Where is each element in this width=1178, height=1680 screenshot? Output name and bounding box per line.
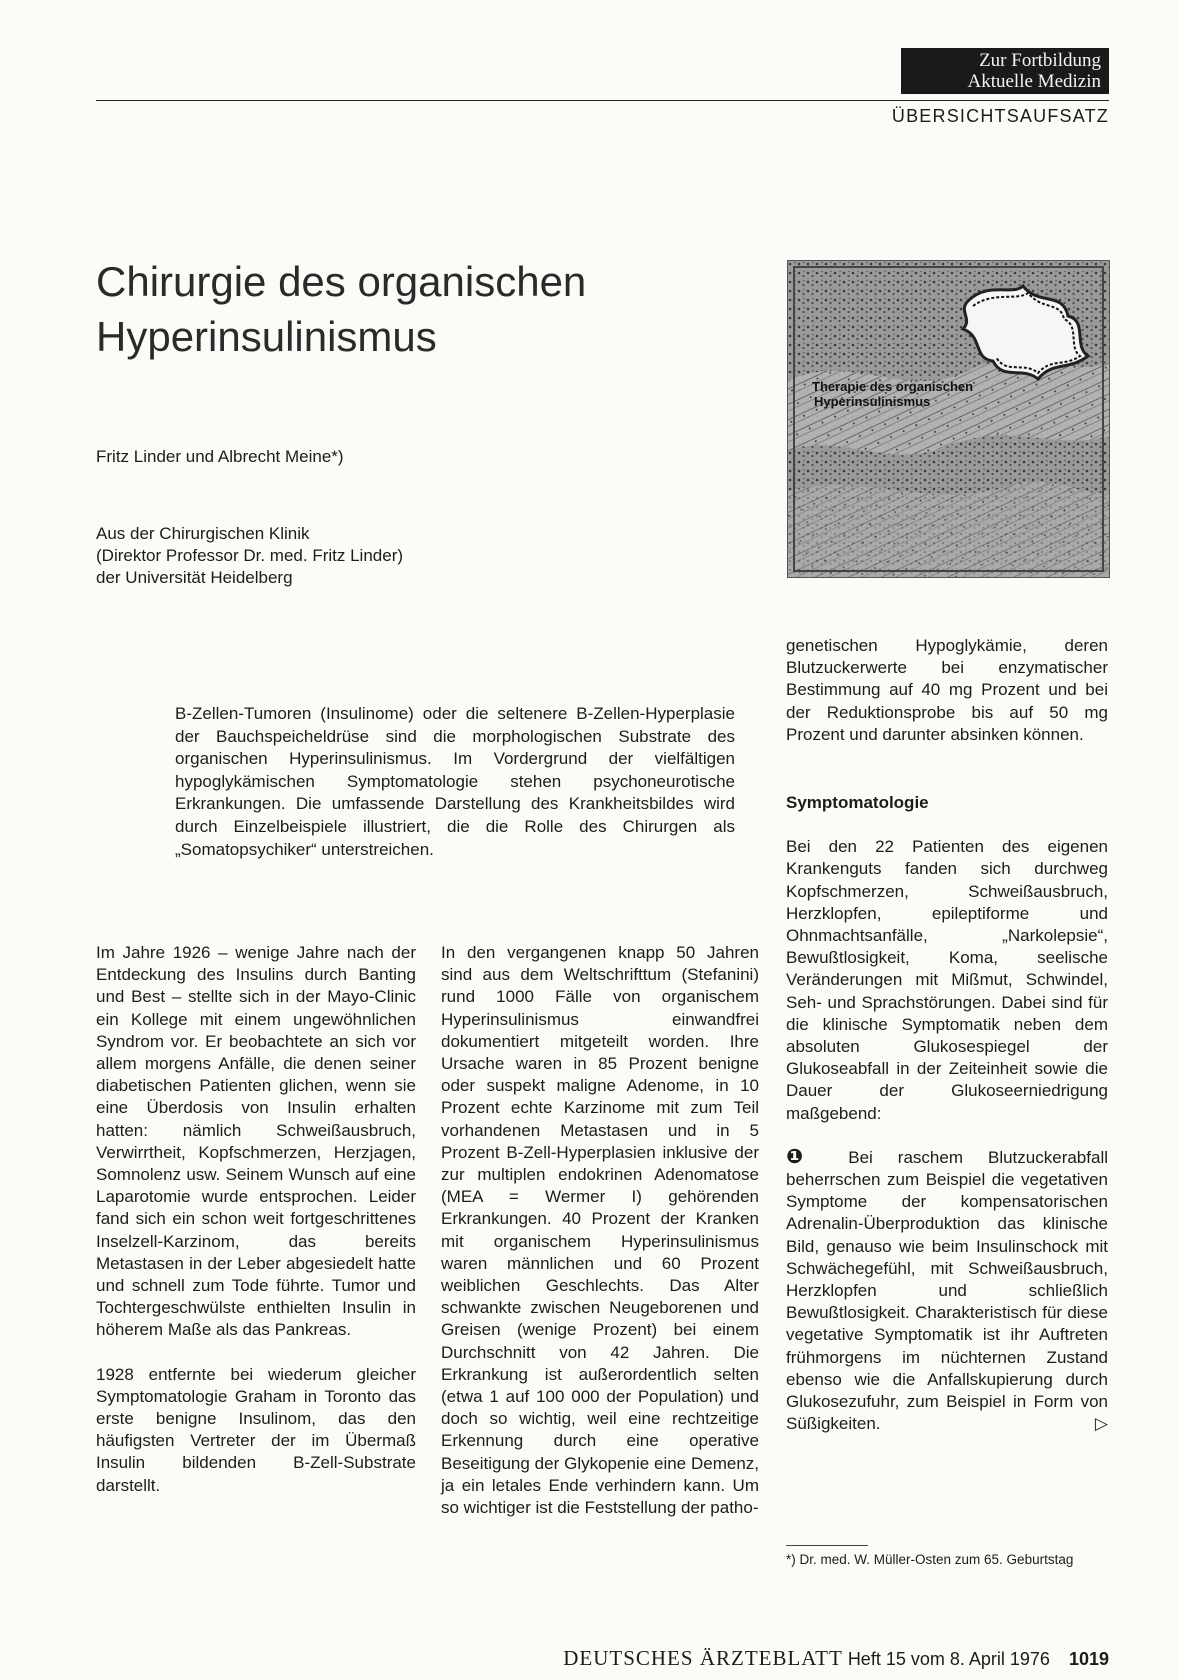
body-column-3	[786, 635, 1108, 1436]
section-heading: Symptomatologie	[786, 793, 929, 813]
badge-line1: Zur Fortbildung	[979, 50, 1101, 71]
figure-caption-line2: Hyperinsulinismus	[814, 394, 931, 409]
page-number: 1019	[1068, 1649, 1109, 1669]
affiliation-line: Aus der Chirurgischen Klinik	[96, 524, 310, 543]
paragraph: genetischen Hypoglykämie, deren Blutzuckerwerte bei enzymatischer Bestimmung auf 40 mg Prozent und bei der Reduktionsprobe bis auf 50 mg Prozent und darunter absinken können.	[786, 636, 1108, 744]
paragraph: Bei den 22 Patienten des eigenen Krankenguts fanden sich durchweg Kopfschmerzen, Schweißausbruch, Herzklopfen, epileptiforme und Ohnmachtsanfälle, „Narkolepsie“, Bewußtlosigkeit, Koma, seelische Veränderungen mit Mißmut, Schwindel, Seh- und Sprachstörungen. Dabei sind für die klinische Symptomatik neben dem absoluten Glukosespiegel der Glukoseabfall in der Zeiteinheit sowie die Dauer der Glukoseerniedrigung maßgebend:	[786, 837, 1108, 1123]
title-line1: Chirurgie des organischen	[96, 258, 587, 305]
footnote-rule	[786, 1545, 868, 1546]
article-title	[96, 254, 586, 364]
page-footer	[563, 1646, 1109, 1671]
affiliation	[96, 523, 403, 589]
section-label: ÜBERSICHTSAUFSATZ	[891, 106, 1109, 126]
header-rule	[96, 100, 1109, 101]
micrograph-illustration	[788, 261, 1109, 577]
figure-caption-line1: Therapie des organischen	[812, 379, 974, 394]
body-column-1	[96, 942, 416, 1497]
issue-info: Heft 15 vom 8. April 1976	[847, 1649, 1050, 1669]
title-line2: Hyperinsulinismus	[96, 313, 437, 360]
abstract: B-Zellen-Tumoren (Insulinome) oder die seltenere B-Zellen-Hyperplasie der Bauchspeicheldrüse sind die morphologischen Substrate des organischen Hyperinsulinismus. Im Vordergrund der vielfältigen hypoglykämischen Symptomatologie stehen psychoneurotische Erkrankungen. Die umfassende Darstellung des Krankheitsbildes wird durch Einzelbeispiele illustriert, die die Rolle des Chirurgen als „Somatopsychiker“ unterstreichen.	[175, 704, 735, 859]
paragraph: In den vergangenen knapp 50 Jahren sind aus dem Weltschrifttum (Stefanini) rund 1000 Fälle von organischem Hyperinsulinismus einwandfrei dokumentiert mitgeteilt worden. Ihre Ursache waren in 85 Prozent benigne oder suspekt maligne Adenome, in 10 Prozent echte Karzinome mit zum Teil vorhandenen Metastasen und in 5 Prozent B-Zell-Hyperplasien inklusive der zur multiplen endokrinen Adenomatose (MEA = Wermer I) gehörenden Erkrankungen. 40 Prozent der Kranken mit organischem Hyperinsulinismus waren männlichen und 60 Prozent weiblichen Geschlechts. Das Alter schwankte zwischen Neugeborenen und Greisen (wenige Prozent) bei einem Durchschnitt von 42 Jahren. Die Erkrankung ist außerordentlich selten (etwa 1 auf 100 000 der Population) und doch so wichtig, weil eine rechtzeitige Erkennung durch eine operative Beseitigung der Glykopenie eine Demenz, ja ein letales Ende verhindern kann. Um so wichtiger ist die Feststellung der patho-	[441, 943, 759, 1518]
paragraph-text: Bei raschem Blutzuckerabfall beherrschen zum Beispiel die vegetativen Symptome der kompensatorischen Adrenalin-Überproduktion das klinische Bild, genauso wie beim Insulinschock mit Schwächegefühl, mit Schweißausbruch, Herzklopfen und schließlich Bewußtlosigkeit. Charakteristisch für diese vegetative Symptomatik ist ihr Auftreten frühmorgens im nüchternen Zustand ebenso wie die Anfallskupierung durch Glukosezufuhr, zum Beispiel in Form von Süßigkeiten.	[786, 1147, 1108, 1434]
paragraph: 1928 entfernte bei wiederum gleicher Symptomatologie Graham in Toronto das erste benigne Insulinom, das den häufigsten Vertreter der im Übermaß Insulin bildenden B-Zell-Substrate darstellt.	[96, 1364, 416, 1495]
micrograph-image	[787, 260, 1110, 578]
bullet-number-icon: ❶	[786, 1145, 824, 1168]
badge-line2: Aktuelle Medizin	[967, 71, 1101, 92]
journal-name: DEUTSCHES ÄRZTEBLATT	[563, 1646, 843, 1670]
affiliation-line: (Direktor Professor Dr. med. Fritz Linder)	[96, 546, 404, 565]
section-badge	[901, 48, 1109, 94]
body-column-2	[441, 942, 759, 1519]
footnote: *) Dr. med. W. Müller-Osten zum 65. Geburtstag	[786, 1552, 1074, 1567]
continue-arrow-icon: ▷	[1094, 1414, 1108, 1434]
paragraph: Im Jahre 1926 – wenige Jahre nach der Entdeckung des Insulins durch Banting und Best – stellte sich in der Mayo-Clinic ein Kollege mit einem ungewöhnlichen Syndrom vor. Er beobachtete an sich vor allem morgens Anfälle, die denen seiner diabetischen Patienten glichen, wenn sie eine Überdosis von Insulin erhalten hatten: nämlich Schweißausbruch, Verwirrtheit, Kopfschmerzen, Herzjagen, Somnolenz usw. Seinem Wunsch auf eine Laparotomie wurde entsprochen. Leider fand sich ein schon weit fortgeschrittenes Inselzell-Karzinom, das bereits Metastasen in der Leber abgesiedelt hatte und schnell zum Tode führte. Tumor und Tochtergeschwülste enthielten Insulin in höherem Maße als das Pankreas.	[96, 943, 416, 1340]
authors: Fritz Linder und Albrecht Meine*)	[96, 447, 344, 466]
paragraph-list-item	[786, 1147, 1108, 1436]
affiliation-line: der Universität Heidelberg	[96, 568, 293, 587]
